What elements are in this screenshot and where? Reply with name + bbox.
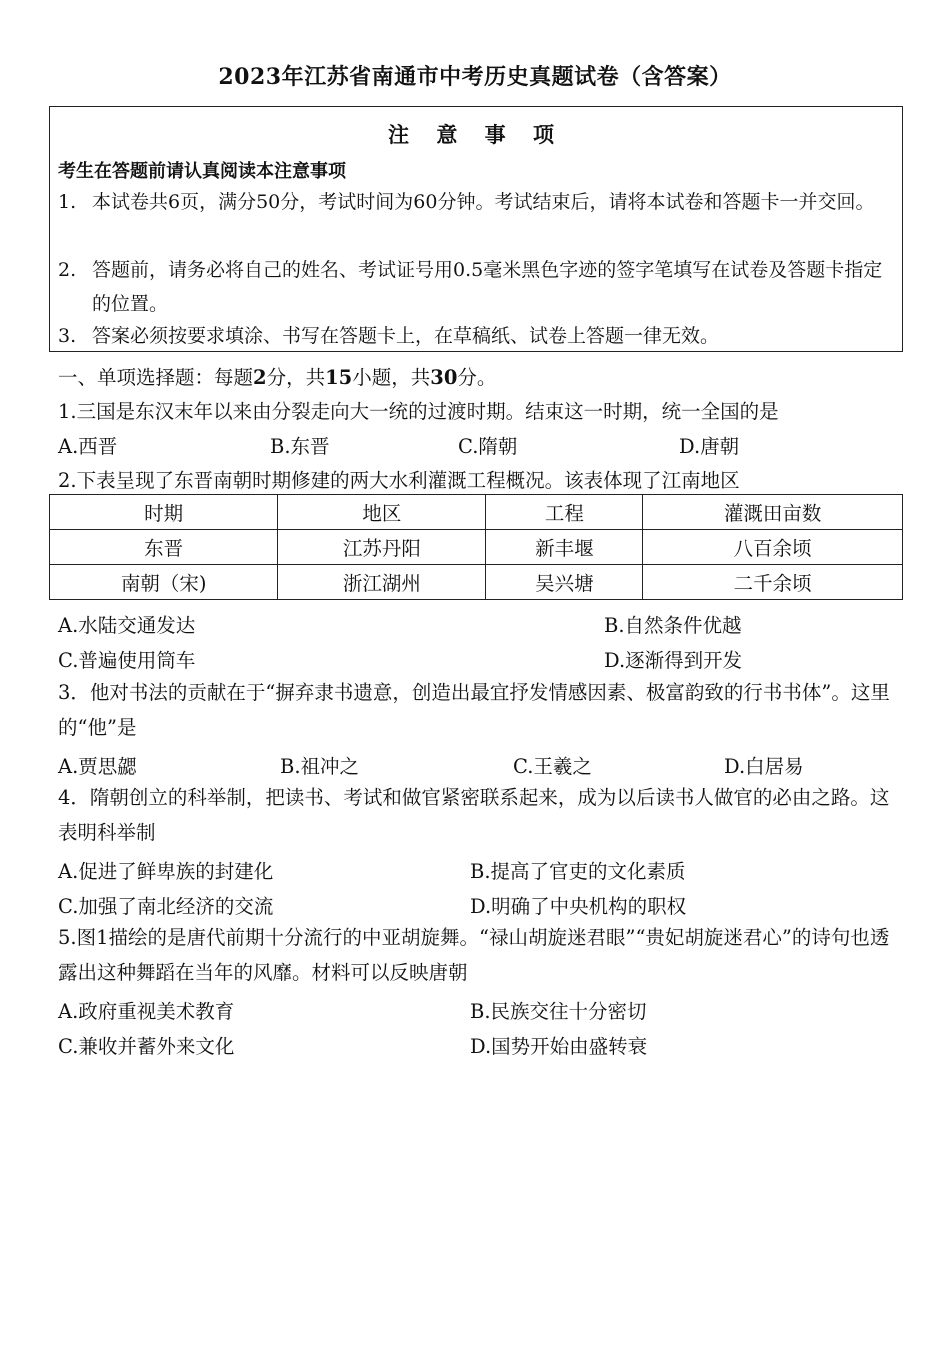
question-4-option-b: B.提高了官吏的文化素质: [470, 860, 686, 883]
table-cell: 二千余顷: [643, 565, 903, 600]
question-3-stem: 3．他对书法的贡献在于“摒弃隶书遗意，创造出最宜抒发情感因素、极富韵致的行书书体”。这里的“他”是: [58, 681, 890, 739]
question-5-option-a: A.政府重视美术教育: [58, 1000, 235, 1023]
section-count: 15: [325, 366, 353, 389]
table-header-cell: 地区: [278, 495, 486, 530]
question-3-option-b: B.祖冲之: [280, 755, 360, 778]
question-1-option-c: C.隋朝: [458, 435, 518, 458]
table-header-cell: 时期: [50, 495, 278, 530]
question-5-option-b: B.民族交往十分密切: [470, 1000, 647, 1023]
question-2-option-b: B.自然条件优越: [604, 614, 742, 637]
question-4-stem: 4．隋朝创立的科举制，把读书、考试和做官紧密联系起来，成为以后读书人做官的必由之路。这表明科举制: [58, 786, 890, 844]
question-5-option-d: D.国势开始由盛转衰: [470, 1035, 648, 1058]
section-mid2: 小题，共: [352, 366, 431, 389]
question-5-option-c: C.兼收并蓄外来文化: [58, 1035, 235, 1058]
question-2-option-a: A.水陆交通发达: [58, 614, 196, 637]
notice-heading: 注 意 事 项: [388, 123, 564, 147]
section-total: 30: [430, 366, 458, 389]
question-3-option-d: D.白居易: [724, 755, 804, 778]
table-cell: 江苏丹阳: [278, 530, 486, 565]
section-mid1: 分，共: [266, 366, 326, 389]
notice-item-number: 2.: [58, 259, 77, 281]
table-cell: 东晋: [50, 530, 278, 565]
question-3-option-c: C.王羲之: [513, 755, 592, 778]
document-title: 2023年江苏省南通市中考历史真题试卷（含答案）: [218, 64, 732, 90]
notice-item-number: 1.: [58, 191, 77, 213]
notice-item-1: [58, 185, 896, 219]
table-cell: 浙江湖州: [278, 565, 486, 600]
notice-subheading: 考生在答题前请认真阅读本注意事项: [58, 161, 346, 182]
table-cell: 南朝（宋): [50, 565, 278, 600]
question-1-option-b: B.东晋: [270, 435, 330, 458]
question-1-option-d: D.唐朝: [679, 435, 740, 458]
notice-item-number: 3.: [58, 325, 77, 347]
question-1-stem: 1.三国是东汉末年以来由分裂走向大一统的过渡时期。结束这一时期，统一全国的是: [58, 400, 779, 423]
notice-box: [49, 106, 903, 352]
table-row: [50, 530, 903, 565]
table-cell: 新丰堰: [486, 530, 643, 565]
section-heading: [58, 362, 496, 390]
notice-item-text: 本试卷共6页，满分50分，考试时间为60分钟。考试结束后，请将本试卷和答题卡一并交回。: [92, 191, 875, 213]
question-4-option-a: A.促进了鲜卑族的封建化: [58, 860, 274, 883]
question-4-option-c: C.加强了南北经济的交流: [58, 895, 274, 918]
section-suffix: 分。: [457, 366, 497, 389]
notice-item-text: 答案必须按要求填涂、书写在答题卡上，在草稿纸、试卷上答题一律无效。: [92, 325, 720, 347]
question-3-option-a: A.贾思勰: [58, 755, 137, 778]
question-2-option-c: C.普遍使用筒车: [58, 649, 196, 672]
notice-item-2: [58, 253, 896, 321]
irrigation-table: [49, 494, 903, 600]
table-row: [50, 565, 903, 600]
table-header-cell: 工程: [486, 495, 643, 530]
section-prefix: 一、单项选择题：每题: [58, 366, 254, 389]
question-5-stem: 5.图1描绘的是唐代前期十分流行的中亚胡旋舞。“禄山胡旋迷君眼”“贵妃胡旋迷君心”的诗句也透露出这种舞蹈在当年的风靡。材料可以反映唐朝: [58, 926, 890, 984]
notice-item-3: [58, 319, 896, 353]
table-cell: 八百余顷: [643, 530, 903, 565]
table-header-cell: 灌溉田亩数: [643, 495, 903, 530]
question-4-option-d: D.明确了中央机构的职权: [470, 895, 687, 918]
notice-item-text: 答题前，请务必将自己的姓名、考试证号用0.5毫米黑色字迹的签字笔填写在试卷及答题卡指定的位置。: [92, 259, 883, 315]
table-cell: 吴兴塘: [486, 565, 643, 600]
question-2-option-d: D.逐渐得到开发: [604, 649, 743, 672]
question-1-option-a: A.西晋: [58, 435, 118, 458]
question-2-stem: 2.下表呈现了东晋南朝时期修建的两大水利灌溉工程概况。该表体现了江南地区: [58, 469, 740, 492]
section-points: 2: [253, 366, 267, 389]
table-header-row: [50, 495, 903, 530]
